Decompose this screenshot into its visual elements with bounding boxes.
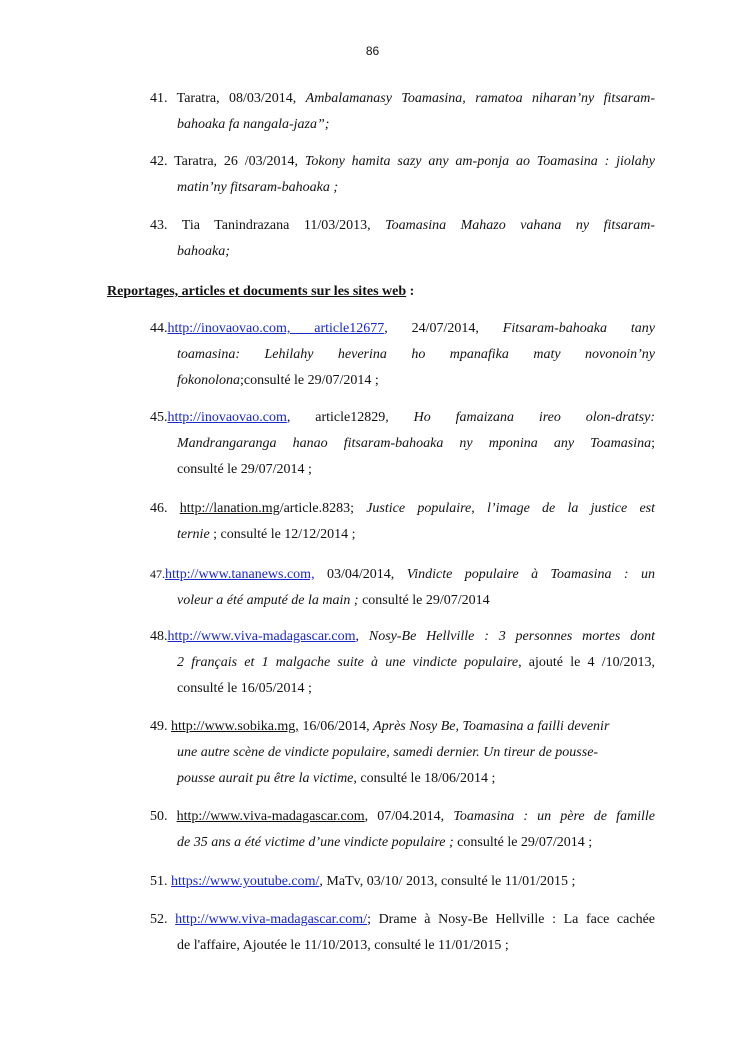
reference-title: matin’ny fitsaram-bahoaka ; (177, 180, 338, 195)
reference-title: bahoaka; (177, 244, 230, 259)
section-heading-suffix: : (406, 284, 415, 299)
reference-line (150, 804, 655, 830)
reference-title: ternie (177, 527, 210, 542)
reference-50 (150, 804, 655, 856)
reference-number: 48. (150, 629, 168, 644)
reference-title: Fitsaram-bahoaka tany (502, 321, 656, 336)
reference-added: , ajouté le 4 /10/2013, (518, 655, 655, 670)
reference-link[interactable]: http://www.viva-madagascar.com (176, 809, 365, 824)
reference-line (150, 522, 655, 548)
reference-title: Tokony hamita sazy any am-ponja ao Toamasina : jiolahy (304, 154, 655, 169)
reference-number: 47. (150, 567, 165, 581)
reference-title: fokonolona (177, 373, 240, 388)
reference-details: , MaTv, 03/10/ 2013, consulté le 11/01/2015 ; (319, 874, 576, 889)
reference-link[interactable]: http://inovaovao.com (167, 410, 287, 425)
punctuation: , (355, 629, 369, 644)
reference-41 (150, 86, 655, 138)
reference-title: Toamasina : un père de famille (453, 809, 655, 824)
reference-line (150, 316, 655, 342)
reference-number: 45. (150, 410, 168, 425)
reference-line (150, 933, 655, 959)
reference-link[interactable]: http://www.viva-madagascar.com/ (175, 912, 368, 927)
reference-title: Ho famaizana ireo olon-dratsy: (413, 410, 655, 425)
reference-line (150, 830, 655, 856)
reference-link[interactable]: http://lanation.mg (179, 501, 280, 516)
reference-title: pousse aurait pu être la victime (177, 771, 354, 786)
reference-line (150, 342, 655, 368)
section-heading-text: Reportages, articles et documents sur les sites web (107, 284, 407, 299)
reference-consulted: consulté le 29/07/2014 (358, 593, 490, 608)
reference-line (150, 239, 655, 265)
reference-source: 43. Tia Tanindrazana 11/03/2013, (150, 218, 386, 233)
reference-link[interactable]: http://inovaovao.com, article12677 (167, 321, 385, 336)
reference-title: Ambalamanasy Toamasina, ramatoa niharan’ny fitsaram- (305, 91, 655, 106)
reference-title: bahoaka fa nangala-jaza”; (177, 117, 330, 132)
reference-line (150, 405, 655, 431)
reference-line (150, 561, 655, 588)
reference-consulted: ; consulté le 12/12/2014 ; (209, 527, 356, 542)
reference-number: 44. (150, 321, 168, 336)
reference-line (150, 869, 655, 895)
reference-line (150, 740, 655, 766)
reference-article: , article12829, (286, 410, 414, 425)
punctuation: ; (651, 436, 655, 451)
reference-link[interactable]: http://www.sobika.mg, (171, 719, 299, 734)
reference-line (150, 457, 655, 483)
reference-title: Justice populaire, l’image de la justice est (366, 501, 655, 516)
reference-article: /article.8283; (279, 501, 367, 516)
reference-51 (150, 869, 655, 895)
reference-46 (150, 496, 655, 548)
reference-title: Vindicte populaire à Toamasina : un (406, 567, 655, 582)
reference-line (150, 86, 655, 112)
section-heading (107, 279, 414, 305)
reference-line (150, 714, 655, 740)
reference-43 (150, 213, 655, 265)
reference-source: 41. Taratra, 08/03/2014, (150, 91, 306, 106)
reference-link[interactable]: http://www.viva-madagascar.com (167, 629, 356, 644)
reference-title: de 35 ans a été victime d’une vindicte populaire ; (177, 835, 454, 850)
reference-title: Toamasina Mahazo vahana ny fitsaram- (385, 218, 655, 233)
reference-consulted: ;consulté le 29/07/2014 ; (240, 373, 379, 388)
reference-line (150, 588, 655, 614)
reference-number: 50. (150, 809, 177, 824)
reference-number: 46. (150, 501, 180, 516)
reference-link[interactable]: http://www.tananews.com, (165, 567, 315, 582)
reference-title: une autre scène de vindicte populaire, samedi dernier. Un tireur de pousse- (177, 745, 599, 760)
reference-44 (150, 316, 655, 394)
page-number: 86 (365, 44, 380, 58)
reference-date: , 07/04.2014, (364, 809, 454, 824)
reference-line (150, 368, 655, 394)
reference-source: 42. Taratra, 26 /03/2014, (150, 154, 305, 169)
reference-consulted: consulté le 16/05/2014 ; (177, 681, 312, 696)
reference-consulted: consulté le 29/07/2014 ; (177, 462, 312, 477)
reference-line (150, 175, 655, 201)
reference-line (150, 624, 655, 650)
reference-line (150, 496, 655, 522)
reference-number: 51. (150, 874, 171, 889)
reference-45 (150, 405, 655, 483)
reference-details: de l'affaire, Ajoutée le 11/10/2013, consulté le 11/01/2015 ; (177, 938, 509, 953)
reference-date: 16/06/2014, (298, 719, 374, 734)
reference-52 (150, 907, 655, 959)
reference-number: 49. (150, 719, 171, 734)
reference-line (150, 112, 655, 138)
reference-title: Mandrangaranga hanao fitsaram-bahoaka ny mponina any Toamasina (177, 436, 652, 451)
reference-title: toamasina: Lehilahy heverina ho mpanafika maty novonoin’ny (177, 347, 655, 362)
reference-line (150, 213, 655, 239)
reference-line (150, 676, 655, 702)
reference-consulted: , consulté le 18/06/2014 ; (353, 771, 496, 786)
reference-line (150, 766, 655, 792)
reference-number: 52. (150, 912, 176, 927)
reference-48 (150, 624, 655, 702)
reference-date: , 24/07/2014, (384, 321, 503, 336)
reference-consulted: consulté le 29/07/2014 ; (453, 835, 593, 850)
reference-title: Nosy-Be Hellville : 3 personnes mortes dont (368, 629, 656, 644)
reference-title: voleur a été amputé de la main ; (177, 593, 359, 608)
reference-line (150, 907, 655, 933)
reference-title: 2 français et 1 malgache suite à une vindicte populaire (177, 655, 519, 670)
reference-49 (150, 714, 655, 792)
reference-47 (150, 561, 655, 614)
reference-42 (150, 149, 655, 201)
reference-line (150, 431, 655, 457)
reference-line (150, 149, 655, 175)
reference-details: ; Drame à Nosy-Be Hellville : La face cachée (367, 912, 656, 927)
reference-date: 03/04/2014, (314, 567, 407, 582)
reference-line (150, 650, 655, 676)
reference-link[interactable]: https://www.youtube.com/ (171, 874, 320, 889)
reference-title: Après Nosy Be, Toamasina a failli devenir (373, 719, 610, 734)
